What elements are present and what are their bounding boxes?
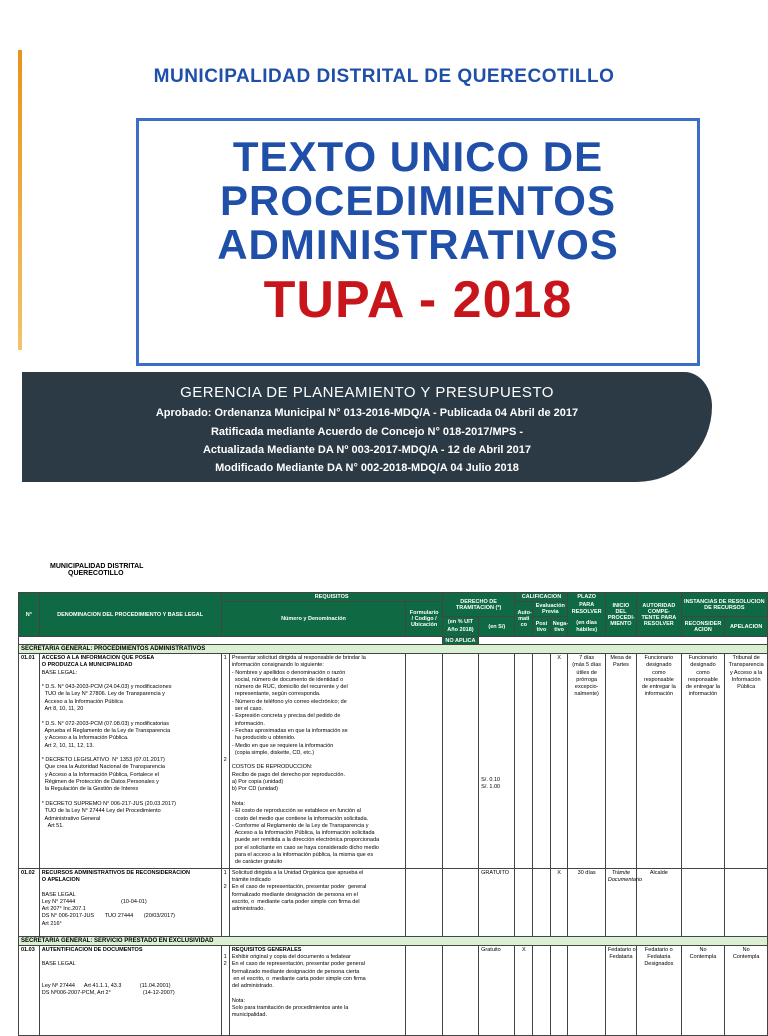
inicio-line: Fedatario o bbox=[607, 946, 636, 953]
legal-line: Acceso a la Información Pública bbox=[41, 698, 123, 705]
requirement-line: - Expresión concreta y precisa del pedido de bbox=[231, 713, 341, 720]
row-denominacion bbox=[39, 868, 221, 936]
legal-line: * DECRETO LEGISLATIVO N° 1353 (07.01.2017) bbox=[41, 757, 165, 764]
tupa-table bbox=[18, 592, 768, 1036]
requirement-line: - Medio en que se requiere la información bbox=[231, 742, 334, 749]
proc-name: O PRODUZCA LA MUNICIPALIDAD bbox=[41, 662, 133, 669]
requirement-line: Solo para tramitación de procedimientos ante la bbox=[231, 1004, 349, 1011]
legal-line: TUO de la Ley N° 27444 Ley del Procedimiento bbox=[41, 808, 161, 815]
banner-line-3: Actualizada Mediante DA Nº 003-2017-MDQ/A - 12 de Abril 2017 bbox=[202, 444, 531, 456]
legal-line bbox=[42, 677, 219, 684]
req-numbers bbox=[221, 868, 229, 936]
apelacion-line: Contempla bbox=[732, 953, 760, 960]
legal-line bbox=[42, 713, 219, 720]
requirement-line: Nota: bbox=[231, 997, 245, 1004]
autoridad-line: responsable bbox=[643, 676, 674, 683]
reconsideracion-line: designado bbox=[690, 662, 716, 669]
requirements-list bbox=[232, 954, 404, 1020]
reconsideracion-line: Funcionario bbox=[688, 655, 718, 661]
autoridad-cell bbox=[637, 945, 682, 1035]
autoridad-line: Fedatario o bbox=[644, 946, 673, 953]
apelacion-cell bbox=[725, 945, 768, 1035]
negative-cell: X bbox=[550, 868, 568, 936]
requirement-line: en el escrito, o mediante carta poder simple con firma bbox=[231, 975, 366, 982]
requirement-line: Exhibir original y copia del documento a fedatear bbox=[231, 953, 351, 960]
autoridad-line: Designados bbox=[644, 961, 674, 968]
legal-line bbox=[42, 976, 219, 983]
requirement-line: información consignando lo siguiente: bbox=[231, 662, 324, 669]
legal-line bbox=[42, 750, 219, 757]
uit-label: (en % UIT Año 2018) bbox=[447, 619, 474, 633]
req-numbers bbox=[221, 654, 229, 869]
autoridad-cell bbox=[637, 868, 682, 936]
inicio-line: Documentario bbox=[607, 876, 643, 883]
requirement-line: municipalidad. bbox=[231, 1012, 268, 1019]
inicio-line: Fedataria bbox=[609, 953, 633, 960]
legal-line bbox=[42, 954, 219, 961]
plazo-line: útiles de bbox=[576, 669, 597, 676]
requirement-line: social, número de documento de identidad o bbox=[231, 676, 344, 683]
fee-copy: S/. 0.10 bbox=[481, 777, 501, 783]
legal-line: BASE LEGAL: bbox=[41, 669, 78, 676]
requirement-line: - Fechas aproximadas en que la información se bbox=[231, 727, 348, 734]
requirement-line: COSTOS DE REPRODUCCION: bbox=[231, 764, 313, 771]
col-positivo: Posi tivo bbox=[533, 617, 551, 637]
req-number bbox=[224, 706, 227, 713]
plazo-line: excepcio- bbox=[574, 684, 599, 691]
title-line-2: PROCEDIMIENTOS bbox=[220, 177, 616, 224]
requirement-line bbox=[232, 757, 404, 764]
col-evaluacion: Evaluación Previa bbox=[533, 602, 568, 617]
requirement-line: del administrado. bbox=[231, 983, 274, 990]
req-number: 1 bbox=[223, 655, 227, 661]
plazo-line: 30 días bbox=[577, 869, 596, 876]
req-title: REQUISITOS GENERALES bbox=[231, 946, 302, 953]
legal-line: Ley Nº 27444 Art 41.1.1, 43.3 (11.04.2001) bbox=[41, 983, 171, 990]
requirement-line: b) Por CD (unidad) bbox=[231, 786, 279, 793]
requirement-line: escrito, o mediante carta poder simple con firma del bbox=[231, 898, 360, 905]
positive-cell bbox=[533, 945, 551, 1035]
uit-cell bbox=[442, 868, 478, 936]
col-instancias: INSTANCIAS DE RESOLUCION DE RECURSOS bbox=[681, 593, 767, 617]
plazo-line: 7 días bbox=[579, 655, 595, 661]
requirement-line: formalizado mediante designación de persona cierta bbox=[231, 968, 360, 975]
requirement-line: administrado. bbox=[231, 906, 265, 913]
municipality-title: MUNICIPALIDAD DISTRITAL DE QUERECOTILLO bbox=[153, 66, 615, 87]
col-uit bbox=[442, 617, 478, 637]
requirement-line: para el acceso a la información pública, la misma que es bbox=[231, 852, 374, 859]
req-number: 2 bbox=[223, 884, 227, 891]
apelacion-line: No bbox=[742, 946, 750, 953]
row-denominacion bbox=[39, 945, 221, 1035]
reconsideracion-line: información bbox=[688, 691, 718, 698]
proc-name: RECURSOS ADMINISTRATIVOS DE RECONSIDERACION bbox=[41, 869, 190, 876]
inicio-cell bbox=[605, 945, 636, 1035]
legal-line: Art 207° Inc.207.1 bbox=[41, 906, 86, 913]
dias-label: (en días hábiles) bbox=[576, 620, 598, 634]
requirements bbox=[229, 945, 406, 1035]
base-legal bbox=[42, 954, 219, 998]
requirement-line: En el caso de representación, presentar poder general bbox=[231, 961, 365, 968]
inicio-line: Mesa de bbox=[610, 655, 632, 661]
proc-name: O APELACION bbox=[41, 876, 80, 883]
auto-cell bbox=[515, 868, 533, 936]
header-spacer bbox=[19, 637, 443, 645]
legal-line: * D.S. N° 043-2003-PCM (24.04.03) y modificaciones bbox=[41, 684, 172, 691]
row-code: 01.02 bbox=[19, 868, 40, 936]
requirement-line: Nota: bbox=[231, 800, 245, 807]
requirement-line: - Conforme al Reglamento de la Ley de Transparencia y bbox=[231, 822, 369, 829]
col-apelacion: APELACION bbox=[725, 617, 768, 637]
banner-line-2: Ratificada mediante Acuerdo de Concejo N° 018-2017/MPS - bbox=[210, 426, 524, 438]
requirement-line: a) Por copia (unidad) bbox=[231, 779, 284, 786]
tupa-title: TUPA - 2018 bbox=[263, 271, 573, 329]
reconsideracion-line: Contempla bbox=[689, 953, 717, 960]
autoridad-line: designado bbox=[646, 662, 672, 669]
table-municipality-header bbox=[50, 563, 143, 578]
fee-cd: S/. 1.00 bbox=[481, 784, 501, 791]
reconsideracion-line: responsable bbox=[688, 676, 718, 683]
plazo-line: nalmente) bbox=[574, 691, 599, 698]
req-number bbox=[224, 735, 227, 742]
req-numbers bbox=[221, 945, 229, 1035]
req-number: 1 bbox=[223, 953, 227, 960]
reconsideracion-cell bbox=[681, 868, 725, 936]
title-box bbox=[136, 118, 700, 366]
requirement-line: información. bbox=[231, 720, 265, 727]
requirement-line: número de RUC, domicilio del recurrente y del bbox=[231, 684, 348, 691]
col-requisitos: REQUISITOS bbox=[221, 593, 442, 602]
base-legal bbox=[42, 670, 219, 831]
orange-accent-bar bbox=[18, 50, 22, 350]
req-number bbox=[224, 750, 227, 757]
req-number bbox=[224, 677, 227, 684]
apelacion-line: Pública bbox=[737, 684, 756, 691]
proc-name: AUTENTIFICACION DE DOCUMENTOS bbox=[41, 946, 143, 953]
section-row: SECRETARIA GENERAL: SERVICIO PRESTADO EN EXCLUSIVIDAD bbox=[19, 936, 768, 945]
col-n: N° bbox=[19, 593, 40, 637]
req-number bbox=[224, 699, 227, 706]
legal-line: BASE LEGAL bbox=[41, 961, 76, 968]
req-number: 2 bbox=[223, 757, 227, 764]
section-row: SECRETARIA GENERAL: PROCEDIMIENTOS ADMINISTRATIVOS bbox=[19, 645, 768, 654]
apelacion-line: y Acceso a la bbox=[729, 669, 763, 676]
req-number bbox=[224, 743, 227, 750]
reconsideracion-cell bbox=[681, 654, 725, 869]
requirement-line: por el solicitante en caso se haya considerado dicho medio bbox=[231, 844, 379, 851]
plazo-line: prórroga bbox=[576, 676, 598, 683]
col-soles: (en S/) bbox=[479, 617, 515, 637]
req-number bbox=[224, 728, 227, 735]
requirement-line: Acceso a la Información Pública, la información solicitada bbox=[231, 830, 375, 837]
legal-line: DS N° 006-2017-JUS TUO 27444 (20/03/2017) bbox=[41, 913, 176, 920]
title-line-1: TEXTO UNICO DE bbox=[232, 133, 604, 180]
requirement-line: Presentar solicitud dirigida al responsable de brindar la bbox=[231, 655, 366, 661]
reconsideracion-line: No bbox=[699, 946, 707, 953]
inicio-cell bbox=[605, 654, 636, 869]
requirement-line: (copia simple, diskette, CD, etc.) bbox=[231, 749, 315, 756]
col-plazo bbox=[568, 593, 605, 637]
legal-line: Art 51. bbox=[41, 822, 64, 829]
requirement-line: costo del medio que contiene la información solicitada. bbox=[231, 815, 369, 822]
col-automatico: Auto-mati co bbox=[515, 602, 533, 637]
soles-cell: GRATUITO bbox=[479, 868, 515, 936]
reconsideracion-line: de entregar la bbox=[686, 684, 720, 691]
legal-line: Art 8, 10, 11, 20 bbox=[41, 706, 84, 713]
apelacion-line: Tribunal de bbox=[732, 655, 760, 661]
requirement-line bbox=[232, 990, 404, 997]
formulario-cell bbox=[406, 868, 442, 936]
req-number bbox=[224, 877, 227, 884]
requirement-line: - El costo de reproducción se establece en función al bbox=[231, 808, 361, 815]
autoridad-line: Funcionario bbox=[644, 655, 674, 661]
table-muni-line: MUNICIPALIDAD DISTRITAL bbox=[50, 563, 144, 570]
autoridad-line: información bbox=[644, 691, 674, 698]
header-spacer bbox=[479, 637, 768, 645]
legal-line: BASE LEGAL bbox=[41, 891, 76, 898]
req-number bbox=[224, 691, 227, 698]
requirement-line: - Número de teléfono y/o correo electrónico; de bbox=[231, 698, 347, 705]
requirement-line: ser el caso. bbox=[231, 706, 264, 713]
req-number bbox=[224, 684, 227, 691]
requirement-line: En el caso de representación, presentar poder general bbox=[231, 884, 367, 891]
soles-cell: Gratuito bbox=[479, 945, 515, 1035]
col-calificacion: CALIFICACION bbox=[515, 593, 568, 602]
title-line-3: ADMINISTRATIVOS bbox=[217, 221, 619, 268]
col-derecho: DERECHO DE TRAMITACION (*) bbox=[442, 593, 515, 617]
col-reconsideracion: RECONSIDER ACION bbox=[681, 617, 725, 637]
apelacion-cell bbox=[725, 654, 768, 869]
inicio-line: Trámite bbox=[611, 869, 631, 876]
requirement-line: de carácter gratuito bbox=[231, 859, 283, 866]
apelacion-line: Información bbox=[731, 676, 761, 683]
banner-line-1: Aprobado: Ordenanza Municipal N° 013-2016-MDQ/A - Publicada 04 Abril de 2017 bbox=[155, 407, 579, 419]
soles-cell bbox=[479, 654, 515, 869]
negative-cell bbox=[550, 945, 568, 1035]
col-no-aplica: NO APLICA bbox=[442, 637, 478, 645]
requirement-line: Recibo de pago del derecho por reproducción. bbox=[231, 771, 345, 778]
reconsideracion-line: como bbox=[696, 669, 710, 676]
formulario-cell bbox=[406, 654, 442, 869]
formulario-cell bbox=[406, 945, 442, 1035]
apelacion-line: Transparencia bbox=[728, 662, 764, 669]
col-autoridad: AUTORIDAD COMPE-TENTE PARA RESOLVER bbox=[637, 593, 682, 637]
legal-line: Régimen de Protección de Datos Personales y bbox=[41, 779, 159, 786]
legal-line: DS Nº006-2007-PCM, Art 2° (14-12-2007) bbox=[41, 990, 175, 997]
row-code: 01.03 bbox=[19, 945, 40, 1035]
requirement-line bbox=[232, 794, 404, 801]
col-formulario: Formulario / Codigo / Ubicación bbox=[406, 602, 442, 637]
legal-line bbox=[42, 794, 219, 801]
req-number bbox=[224, 721, 227, 728]
autoridad-line: Fedataria bbox=[647, 953, 671, 960]
req-number bbox=[224, 947, 227, 954]
legal-line: Administrativo General bbox=[41, 815, 101, 822]
auto-cell: X bbox=[515, 945, 533, 1035]
uit-cell bbox=[442, 654, 478, 869]
inicio-cell bbox=[605, 868, 643, 936]
proc-name: ACCESO A LA INFORMACION QUE POSEA bbox=[41, 655, 155, 661]
approval-banner bbox=[22, 372, 712, 482]
requirement-line: representante, según corresponda. bbox=[231, 691, 321, 698]
legal-line: y Acceso a la Información Pública. bbox=[41, 735, 129, 742]
req-number: 1 bbox=[223, 869, 227, 876]
legal-line: Aprueba el Reglamento de la Ley de Transparencia bbox=[41, 727, 171, 734]
gerencia-title: GERENCIA DE PLANEAMIENTO Y PRESUPUESTO bbox=[180, 384, 554, 401]
autoridad-line: de entregar la bbox=[641, 684, 676, 691]
table-muni-line: QUERECOTILLO bbox=[68, 570, 124, 578]
requirement-line: puede ser remitida a la dirección electrónica proporcionada bbox=[231, 837, 380, 844]
negative-cell: X bbox=[550, 654, 568, 869]
legal-line: la Regulación de la Gestión de Interes bbox=[41, 786, 139, 793]
row-denominacion bbox=[39, 654, 221, 869]
requirements bbox=[229, 654, 406, 869]
requirement-line: trámite indicado bbox=[231, 876, 271, 883]
col-denominacion: DENOMINACION DEL PROCEDIMIENTO Y BASE LEGAL bbox=[39, 593, 221, 637]
requirements bbox=[229, 868, 406, 936]
legal-line: Ley N° 27444 (10-04-01) bbox=[41, 898, 147, 905]
legal-line: Art 216° bbox=[41, 920, 62, 927]
plazo-cell bbox=[568, 868, 605, 936]
requirement-line: ha producido u obtenido. bbox=[231, 735, 296, 742]
plazo-cell bbox=[568, 654, 605, 869]
requirement-line: Solicitud dirigida a la Unidad Orgánica que aprueba el bbox=[231, 869, 364, 876]
legal-line: y Acceso a la Información Pública, Fortalece el bbox=[41, 771, 159, 778]
plazo-cell bbox=[568, 945, 605, 1035]
positive-cell bbox=[533, 654, 551, 869]
req-number: 2 bbox=[223, 961, 227, 968]
apelacion-cell bbox=[725, 868, 768, 936]
positive-cell bbox=[533, 868, 551, 936]
banner-line-4: Modificado Mediante DA N° 002-2018-MDQ/A 04 Julio 2018 bbox=[215, 462, 519, 474]
autoridad-line: como bbox=[652, 669, 666, 676]
legal-line bbox=[42, 969, 219, 976]
uit-cell bbox=[442, 945, 478, 1035]
inicio-line: Partes bbox=[612, 662, 629, 669]
req-number bbox=[224, 670, 227, 677]
legal-line bbox=[42, 884, 219, 891]
col-inicio: INICIO DEL PROCEDI-MIENTO bbox=[605, 593, 636, 637]
autoridad-line: Alcalde bbox=[649, 869, 668, 876]
requirement-line: formalizado mediante designación de persona en el bbox=[231, 891, 358, 898]
legal-line: Que crea la Autoridad Nacional de Transparencia bbox=[41, 764, 165, 771]
autoridad-cell bbox=[637, 654, 682, 869]
legal-line: TUO de la Ley N° 27806. Ley de Transparencia y bbox=[41, 691, 165, 698]
col-numero-denominacion: Número y Denominación bbox=[221, 602, 406, 637]
requirement-line: - Nombres y apellidos o denominación o razón bbox=[231, 669, 346, 676]
auto-cell bbox=[515, 654, 533, 869]
legal-line: * DECRETO SUPREMO N° 006-217-JUS (20.03.2017) bbox=[41, 800, 176, 807]
req-number bbox=[224, 713, 227, 720]
req-number bbox=[224, 662, 227, 669]
row-code: 01.01 bbox=[19, 654, 40, 869]
legal-line: Art 2, 10, 11, 12, 13. bbox=[41, 742, 94, 749]
col-negativo: Nega-tivo bbox=[550, 617, 568, 637]
reconsideracion-cell bbox=[681, 945, 725, 1035]
plazo-label: PLAZO PARA RESOLVER bbox=[571, 594, 602, 615]
legal-line: * D.S. N° 072-2003-PCM (07.08.03) y modificatorias bbox=[41, 720, 169, 727]
plazo-line: (más 5 días bbox=[572, 662, 602, 669]
base-legal bbox=[42, 884, 219, 928]
